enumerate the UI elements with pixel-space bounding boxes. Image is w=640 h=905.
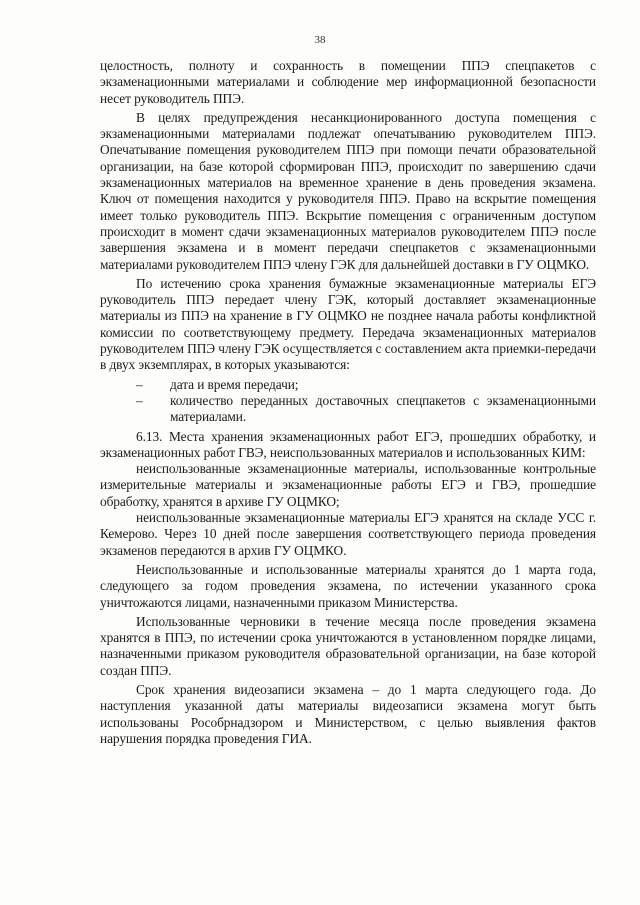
paragraph-continuation: целостность, полноту и сохранность в помещении ППЭ спецпакетов с экзаменационными материалами и соблюдение мер информационной безопасности несет руководитель ППЭ. <box>100 58 596 106</box>
list-item-text: дата и время передачи; <box>170 376 299 392</box>
list-item-date <box>100 377 596 393</box>
paragraph-storage-term: Неиспользованные и использованные материалы хранятся до 1 марта года, следующего за годом проведения экзамена, по истечении указанного срока уничтожаются лицами, назначенными приказом Министерства. <box>100 561 596 610</box>
page-number: 38 <box>314 34 326 46</box>
list-item-text: количество переданных доставочных спецпакетов с экзаменационными материалами. <box>170 392 596 425</box>
paragraph-warehouse: неиспользованные экзаменационные материалы ЕГЭ хранятся на складе УСС г. Кемерово. Через 10 дней после завершения соответствующего периода проведения экзаменов передаются в архив ГУ ОЦМКО. <box>100 510 596 558</box>
document-body <box>100 58 596 747</box>
paragraph-sealing: В целях предупреждения несанкционированного доступа помещения с экзаменационными материалами подлежат опечатыванию руководителем ППЭ. Опечатывание помещения руководителем ППЭ при помощи печати образовательной организации, на базе которой сформирован ППЭ, происходит по завершению сдачи экзаменационных материалов на временное хранение в день проведения экзамена. Ключ от помещения находится у руководителя ППЭ. Право на вскрытие помещения имеет только руководитель ППЭ. Вскрытие помещения с ограниченным доступом происходит в момент сдачи экзаменационных материалов руководителем ППЭ после завершения экзамена и в момент передачи спецпакетов с экзаменационными материалами руководителем ППЭ члену ГЭК для дальнейшей доставки в ГУ ОЦМКО. <box>100 109 596 272</box>
list-item-quantity <box>100 393 596 426</box>
list-dash: – <box>136 392 143 408</box>
paragraph-video: Срок хранения видеозаписи экзамена – до 1 марта следующего года. До наступления указанной даты материалы видеозаписи экзамена могут быть использованы Рособрнадзором и Министерством, с целью выявления фактов нарушения порядка проведения ГИА. <box>100 681 596 746</box>
paragraph-unused-materials: неиспользованные экзаменационные материалы, использованные контрольные измерительные материалы и экзаменационные работы ЕГЭ и ГВЭ, прошедшие обработку, хранятся в архиве ГУ ОЦМКО; <box>100 461 596 509</box>
paragraph-6-13: 6.13. Места хранения экзаменационных работ ЕГЭ, прошедших обработку, и экзаменационных работ ГВЭ, неиспользованных материалов и использованных КИМ: <box>100 428 596 460</box>
list-dash: – <box>136 376 143 392</box>
paragraph-transfer: По истечению срока хранения бумажные экзаменационные материалы ЕГЭ руководитель ППЭ передает члену ГЭК, который доставляет экзаменационные материалы из ППЭ на хранение в ГУ ОЦМКО не позднее начала работы конфликтной комиссии по соответствующему предмету. Передача экзаменационных материалов руководителем ППЭ члену ГЭК осуществляется с составлением акта приемки-передачи в двух экземплярах, в которых указываются: <box>100 275 596 373</box>
paragraph-drafts: Использованные черновики в течение месяца после проведения экзамена хранятся в ППЭ, по истечении срока уничтожаются в установленном порядке лицами, назначенными приказом руководителя образовательной организации, на базе которой создан ППЭ. <box>100 613 596 678</box>
